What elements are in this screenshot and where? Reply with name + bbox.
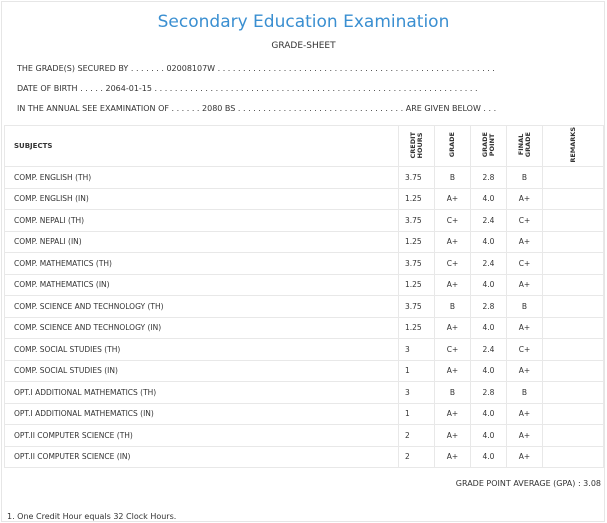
- grade-cell: B: [435, 296, 471, 318]
- credit-hours-cell: 1.25: [399, 317, 435, 339]
- table-row: [5, 339, 604, 361]
- credit-hours-cell: 1.25: [399, 231, 435, 253]
- remarks-cell: [543, 296, 604, 318]
- grades-table: [4, 125, 604, 468]
- grade-point-cell: 2.4: [471, 339, 507, 361]
- subject-cell: OPT.I ADDITIONAL MATHEMATICS (IN): [5, 403, 399, 425]
- grade-cell: A+: [435, 231, 471, 253]
- final-grade-cell: C+: [507, 253, 543, 275]
- final-grade-cell: A+: [507, 403, 543, 425]
- remarks-cell: [543, 339, 604, 361]
- final-grade-cell: A+: [507, 317, 543, 339]
- grade-point-cell: 4.0: [471, 188, 507, 210]
- credit-hours-cell: 3.75: [399, 253, 435, 275]
- remarks-cell: [543, 167, 604, 189]
- subject-cell: COMP. NEPALI (TH): [5, 210, 399, 232]
- table-row: [5, 446, 604, 468]
- subject-cell: COMP. MATHEMATICS (IN): [5, 274, 399, 296]
- final-grade-cell: B: [507, 382, 543, 404]
- sheet-subtitle: GRADE-SHEET: [271, 41, 336, 51]
- credit-hours-cell: 1: [399, 360, 435, 382]
- grade-cell: A+: [435, 188, 471, 210]
- subject-cell: COMP. SOCIAL STUDIES (TH): [5, 339, 399, 361]
- grade-cell: A+: [435, 403, 471, 425]
- table-row: [5, 167, 604, 189]
- remarks-cell: [543, 188, 604, 210]
- table-row: [5, 425, 604, 447]
- credit-hours-cell: 3.75: [399, 210, 435, 232]
- subject-cell: OPT.I ADDITIONAL MATHEMATICS (TH): [5, 382, 399, 404]
- grade-cell: A+: [435, 425, 471, 447]
- final-grade-cell: C+: [507, 210, 543, 232]
- grade-point-cell: 4.0: [471, 360, 507, 382]
- credit-hours-cell: 1.25: [399, 274, 435, 296]
- table-row: [5, 317, 604, 339]
- grade-point-cell: 4.0: [471, 274, 507, 296]
- grade-point-cell: 4.0: [471, 425, 507, 447]
- table-row: [5, 382, 604, 404]
- table-row: [5, 188, 604, 210]
- subject-cell: COMP. ENGLISH (IN): [5, 188, 399, 210]
- grade-cell: A+: [435, 446, 471, 468]
- remarks-cell: [543, 382, 604, 404]
- grade-point-header: GRADE POINT: [471, 126, 507, 167]
- final-grade-cell: A+: [507, 188, 543, 210]
- remarks-cell: [543, 446, 604, 468]
- remarks-cell: [543, 425, 604, 447]
- grades-secured-line: THE GRADE(S) SECURED BY . . . . . . . 02008107W . . . . . . . . . . . . . . . . . . . . . . . . . . . . . . . . . . . . . . . . . . . . . . . . . . . . . . .: [17, 64, 495, 73]
- table-row: [5, 210, 604, 232]
- subject-cell: OPT.II COMPUTER SCIENCE (IN): [5, 446, 399, 468]
- subject-cell: COMP. MATHEMATICS (TH): [5, 253, 399, 275]
- table-header-row: [5, 126, 604, 167]
- subject-cell: COMP. SOCIAL STUDIES (IN): [5, 360, 399, 382]
- credit-hours-cell: 3: [399, 339, 435, 361]
- remarks-header: REMARKS: [543, 126, 604, 167]
- grade-point-cell: 2.8: [471, 382, 507, 404]
- exam-line: IN THE ANNUAL SEE EXAMINATION OF . . . . . . 2080 BS . . . . . . . . . . . . . . . . . . . . . . . . . . . . . . . . . ARE GIVEN BELOW . . .: [17, 104, 497, 113]
- grade-cell: C+: [435, 210, 471, 232]
- table-row: [5, 274, 604, 296]
- grade-cell: C+: [435, 339, 471, 361]
- footer-note: 1. One Credit Hour equals 32 Clock Hours.: [7, 512, 177, 521]
- final-grade-cell: A+: [507, 360, 543, 382]
- subject-cell: COMP. SCIENCE AND TECHNOLOGY (TH): [5, 296, 399, 318]
- grade-cell: A+: [435, 274, 471, 296]
- credit-hours-header: CREDIT HOURS: [399, 126, 435, 167]
- credit-hours-cell: 2: [399, 425, 435, 447]
- grade-point-cell: 2.4: [471, 253, 507, 275]
- final-grade-cell: A+: [507, 274, 543, 296]
- remarks-cell: [543, 403, 604, 425]
- remarks-cell: [543, 274, 604, 296]
- grade-cell: A+: [435, 317, 471, 339]
- date-of-birth-line: DATE OF BIRTH . . . . . 2064-01-15 . . . . . . . . . . . . . . . . . . . . . . . . . . . . . . . . . . . . . . . . . . . . . . . . . . . . . . . . . . . . . . . .: [17, 84, 478, 93]
- subject-cell: COMP. SCIENCE AND TECHNOLOGY (IN): [5, 317, 399, 339]
- remarks-cell: [543, 210, 604, 232]
- table-row: [5, 231, 604, 253]
- table-row: [5, 360, 604, 382]
- grade-cell: B: [435, 167, 471, 189]
- final-grade-cell: B: [507, 296, 543, 318]
- final-grade-cell: C+: [507, 339, 543, 361]
- subject-cell: COMP. ENGLISH (TH): [5, 167, 399, 189]
- grade-point-cell: 2.8: [471, 296, 507, 318]
- remarks-cell: [543, 231, 604, 253]
- grade-point-cell: 4.0: [471, 317, 507, 339]
- credit-hours-cell: 1: [399, 403, 435, 425]
- remarks-cell: [543, 253, 604, 275]
- final-grade-header: FINAL GRADE: [507, 126, 543, 167]
- grade-point-cell: 2.4: [471, 210, 507, 232]
- credit-hours-cell: 3.75: [399, 296, 435, 318]
- grade-cell: C+: [435, 253, 471, 275]
- subject-cell: COMP. NEPALI (IN): [5, 231, 399, 253]
- subject-cell: OPT.II COMPUTER SCIENCE (TH): [5, 425, 399, 447]
- grade-point-cell: 4.0: [471, 403, 507, 425]
- grade-cell: A+: [435, 360, 471, 382]
- credit-hours-cell: 1.25: [399, 188, 435, 210]
- grade-point-cell: 2.8: [471, 167, 507, 189]
- remarks-cell: [543, 360, 604, 382]
- final-grade-cell: A+: [507, 231, 543, 253]
- final-grade-cell: A+: [507, 425, 543, 447]
- remarks-cell: [543, 317, 604, 339]
- credit-hours-cell: 3: [399, 382, 435, 404]
- grade-header: GRADE: [435, 126, 471, 167]
- final-grade-cell: B: [507, 167, 543, 189]
- exam-title: Secondary Education Examination: [157, 12, 450, 32]
- table-row: [5, 403, 604, 425]
- gpa-summary: GRADE POINT AVERAGE (GPA) : 3.08: [455, 479, 601, 488]
- grade-point-cell: 4.0: [471, 231, 507, 253]
- grade-cell: B: [435, 382, 471, 404]
- final-grade-cell: A+: [507, 446, 543, 468]
- credit-hours-cell: 3.75: [399, 167, 435, 189]
- grade-point-cell: 4.0: [471, 446, 507, 468]
- credit-hours-cell: 2: [399, 446, 435, 468]
- table-row: [5, 296, 604, 318]
- subjects-header: SUBJECTS: [5, 126, 399, 167]
- table-row: [5, 253, 604, 275]
